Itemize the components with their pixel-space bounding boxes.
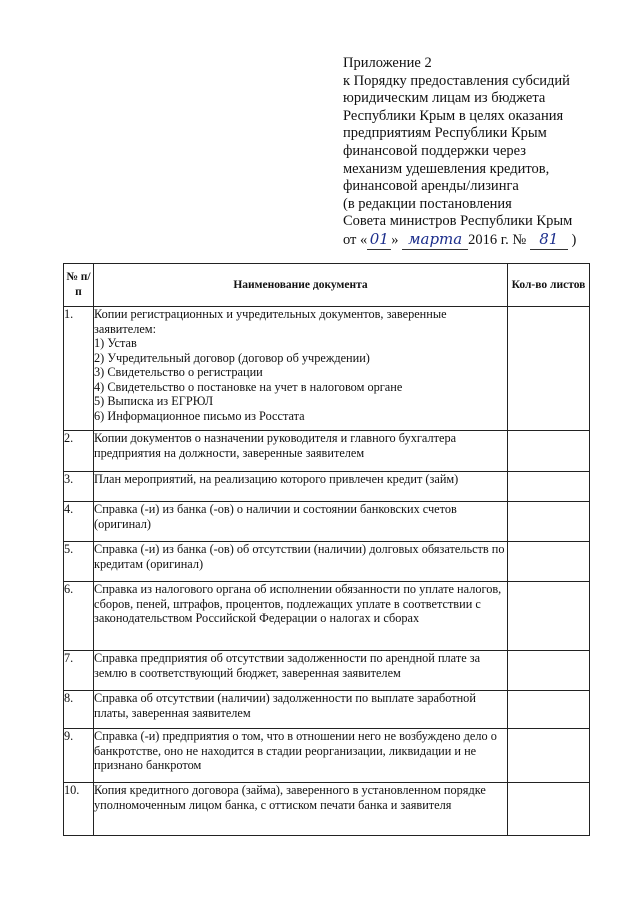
row-num: 9. — [64, 729, 94, 783]
row-sheets — [508, 431, 590, 472]
row-line: 5) Выписка из ЕГРЮЛ — [94, 394, 214, 408]
appendix-line: финансовой аренды/лизинга — [343, 178, 519, 195]
row-num: 5. — [64, 542, 94, 582]
row-num: 4. — [64, 502, 94, 542]
row-name: Справка об отсутствии (наличии) задолженности по выплате заработной платы, заверенная заявителем — [94, 691, 508, 729]
row-sheets — [508, 783, 590, 836]
row-name: План мероприятий, на реализацию которого привлечен кредит (займ) — [94, 472, 508, 502]
row-sheets — [508, 691, 590, 729]
row-line: 4) Свидетельство о постановке на учет в налоговом органе — [94, 379, 403, 394]
date-year: 2016 г. № — [468, 231, 527, 248]
appendix-line: предприятиям Республики Крым — [343, 125, 547, 142]
row-sheets — [508, 472, 590, 502]
row-num: 10. — [64, 783, 94, 836]
appendix-line: Республики Крым в целях оказания — [343, 107, 564, 124]
row-line: 1) Устав — [94, 336, 137, 350]
row-sheets — [508, 582, 590, 651]
appendix-line: к Порядку предоставления субсидий — [343, 72, 570, 89]
row-sheets — [508, 307, 590, 431]
header-sheets: Кол-во листов — [508, 264, 590, 307]
row-line: 3) Свидетельство о регистрации — [94, 365, 263, 379]
row-num: 6. — [64, 582, 94, 651]
table-row — [64, 651, 590, 691]
row-line: 2) Учредительный договор (договор об учреждении) — [94, 350, 370, 365]
documents-table — [63, 263, 590, 836]
table-row — [64, 502, 590, 542]
header-num: № п/п — [64, 264, 94, 307]
date-suffix: ) — [571, 231, 577, 248]
appendix-line: юридическим лицам из бюджета — [343, 90, 546, 107]
handwritten-month: марта — [402, 231, 468, 250]
row-num: 3. — [64, 472, 94, 502]
table-row — [64, 691, 590, 729]
table-header-row — [64, 264, 590, 307]
row-sheets — [508, 729, 590, 783]
row-name: Справка (-и) предприятия о том, что в отношении него не возбуждено дело о банкротстве, оно не находится в стадии реорганизации, ликвидации и не признано банкротом — [94, 729, 508, 783]
handwritten-doc-number: 81 — [530, 231, 568, 250]
row-sheets — [508, 651, 590, 691]
row-line: Копии регистрационных и учредительных документов, заверенные заявителем: — [94, 307, 447, 336]
table-row — [64, 431, 590, 472]
table-row — [64, 307, 590, 431]
row-name: Копии документов о назначении руководителя и главного бухгалтера предприятия на должности, заверенные заявителем — [94, 431, 508, 472]
row-sheets — [508, 542, 590, 582]
appendix-line: (в редакции постановления — [343, 195, 512, 212]
row-name: Справка (-и) из банка (-ов) об отсутствии (наличии) долговых обязательств по кредитам (оригинал) — [94, 542, 508, 582]
row-name — [94, 307, 508, 431]
row-line: 6) Информационное письмо из Росстата — [94, 408, 305, 423]
header-name: Наименование документа — [94, 264, 508, 307]
row-num: 1. — [64, 307, 94, 431]
row-num: 8. — [64, 691, 94, 729]
handwritten-day: 01 — [367, 231, 391, 250]
row-name: Копия кредитного договора (займа), заверенного в установленном порядке уполномоченным лицом банка, с оттиском печати банка и заявителя — [94, 783, 508, 836]
row-num: 2. — [64, 431, 94, 472]
date-mid: » — [391, 231, 399, 248]
appendix-line: Совета министров Республики Крым — [343, 213, 573, 230]
row-name: Справка предприятия об отсутствии задолженности по арендной плате за землю в соответствующий бюджет, заверенная заявителем — [94, 651, 508, 691]
row-name: Справка из налогового органа об исполнении обязанности по уплате налогов, сборов, пеней, штрафов, процентов, подлежащих уплате в соответствии с законодательством Российской Федерации о налогах и сборах — [94, 582, 508, 651]
appendix-line: механизм удешевления кредитов, — [343, 160, 550, 177]
appendix-line: финансовой поддержки через — [343, 142, 526, 159]
appendix-header — [343, 55, 633, 250]
table-row — [64, 472, 590, 502]
date-line — [343, 231, 633, 250]
row-sheets — [508, 502, 590, 542]
row-num: 7. — [64, 651, 94, 691]
row-name: Справка (-и) из банка (-ов) о наличии и состоянии банковских счетов (оригинал) — [94, 502, 508, 542]
table-row — [64, 542, 590, 582]
date-prefix: от « — [343, 231, 368, 248]
table-row — [64, 783, 590, 836]
table-row — [64, 582, 590, 651]
table-row — [64, 729, 590, 783]
appendix-line: Приложение 2 — [343, 55, 432, 71]
